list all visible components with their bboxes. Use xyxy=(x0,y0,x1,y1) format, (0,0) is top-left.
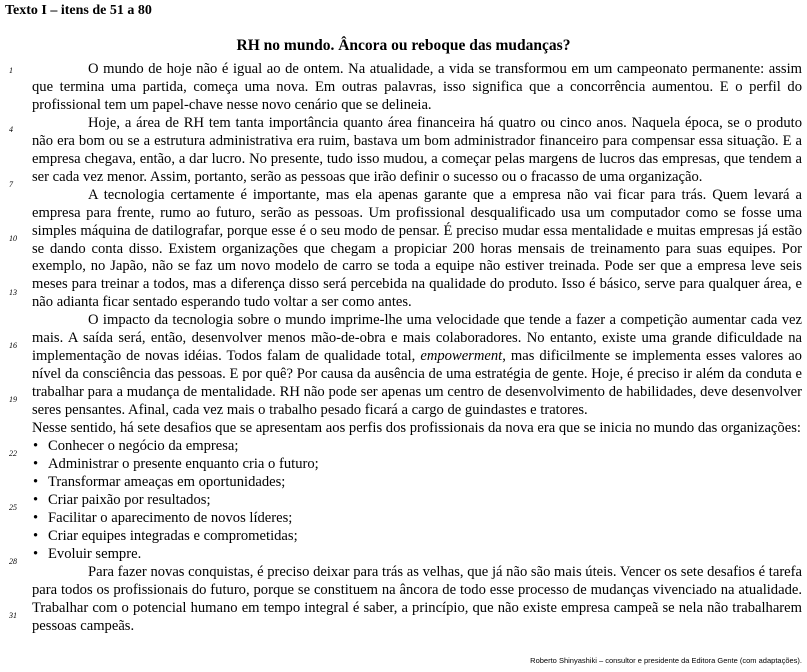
line-number: 1 xyxy=(9,66,13,75)
list-item: • Transformar ameaças em oportunidades; xyxy=(32,474,802,492)
line-number: 4 xyxy=(9,125,13,134)
paragraph-4-part-2: , mas dificilmente se implementa esses valores ao nível da consciência das pessoas. E por quê? Por causa da ausência de uma estratégia de gente. Hoje, é preciso ir além da conduta e trabalhar para a mudança de mentalidade. RH não pode ser apenas um centro de desenvolvimento de habilidades, deve desenvolver seres pensantes. Afinal, cada vez mais o trabalho pesado ficará a cargo de guindastes e tratores. xyxy=(32,348,802,419)
text-body xyxy=(32,61,802,636)
text-title: RH no mundo. Âncora ou reboque das mudanças? xyxy=(236,37,571,54)
challenges-list xyxy=(32,438,802,564)
line-number: 10 xyxy=(9,234,17,243)
list-item: • Evoluir sempre. xyxy=(32,546,802,564)
line-number: 13 xyxy=(9,288,17,297)
list-item: • Administrar o presente enquanto cria o futuro; xyxy=(32,456,802,474)
paragraph-1: O mundo de hoje não é igual ao de ontem. Na atualidade, a vida se transformou em um campeonato permanente: assim que termina uma partida, começa uma nova. Em outras palavras, isso significa que a concorrência aumentou. E o perfil do profissional tem um papel-chave nesse novo cenário que se delineia. xyxy=(32,61,802,113)
line-number: 16 xyxy=(9,341,17,350)
line-number: 7 xyxy=(9,180,13,189)
paragraph-4 xyxy=(32,312,802,420)
paragraph-2: Hoje, a área de RH tem tanta importância quanto área financeira há quatro ou cinco anos. Naquela época, se o produto não era bom ou se a estrutura administrativa era ruim, bastava um bom administrador financeiro para compensar essa situação. E a empresa chegava, então, a dar lucro. No presente, tudo isso mudou, a começar pelas margens de lucros das empresas, que tendem a ser cada vez menor. Assim, portanto, serão as pessoas que irão definir o sucesso ou o fracasso de uma organização. xyxy=(32,114,802,185)
line-number: 22 xyxy=(9,449,17,458)
line-number: 31 xyxy=(9,611,17,620)
source-citation: Roberto Shinyashiki – consultor e presidente da Editora Gente (com adaptações). xyxy=(530,656,802,665)
list-item: • Criar paixão por resultados; xyxy=(32,492,802,510)
line-number: 19 xyxy=(9,395,17,404)
closing-paragraph: Para fazer novas conquistas, é preciso deixar para trás as velhas, que já não são mais úteis. Vencer os sete desafios é tarefa para todos os profissionais do futuro, porque se constituem na âncora de todo esse processo de mudanças vivenciado na atualidade. Trabalhar com o potencial humano em tempo integral é saber, a princípio, que não existe empresa campeã se nela não trabalharem pessoas campeãs. xyxy=(32,563,802,634)
paragraph-4-part-1: O impacto da tecnologia sobre o mundo imprime-lhe uma velocidade que tende a fazer a competição aumentar cada vez mais. A saída será, então, desenvolver menos mão-de-obra e mais colaboradores. No entanto, existe uma grande dificuldade na implementação de novas idéias. Todos falam de qualidade total, xyxy=(32,312,802,365)
list-item: • Facilitar o aparecimento de novos líderes; xyxy=(32,510,802,528)
list-item: • Conhecer o negócio da empresa; xyxy=(32,438,802,456)
line-number: 25 xyxy=(9,503,17,512)
section-header: Texto I – itens de 51 a 80 xyxy=(5,3,152,18)
list-intro: Nesse sentido, há sete desafios que se apresentam aos perfis dos profissionais da nova era que se inicia no mundo das organizações: xyxy=(32,420,801,437)
paragraph-4-emphasis: empowerment xyxy=(420,348,503,365)
list-item: • Criar equipes integradas e comprometidas; xyxy=(32,528,802,546)
paragraph-3: A tecnologia certamente é importante, mas ela apenas garante que a empresa não vai ficar para trás. Quem levará a empresa para frente, rumo ao futuro, serão as pessoas. Um profissional desqualificado usa um computador como se fosse uma simples máquina de datilografar, porque esse é o seu modo de pensar. É preciso mudar essa mentalidade e muitas empresas já estão se dando conta disso. Existem organizações que chegam a propiciar 200 horas mensais de treinamento para suas equipes. Por exemplo, no Japão, não se faz um novo modelo de carro se toda a equipe não estiver treinada. Pode ser que a empresa leve seis meses para treinar a todos, mas a diferença disso será percebida na qualidade do produto. Isso é básico, serve para qualquer área, e não adianta ficar sentado esperando tudo voltar a ser como antes. xyxy=(32,186,802,311)
line-number: 28 xyxy=(9,557,17,566)
